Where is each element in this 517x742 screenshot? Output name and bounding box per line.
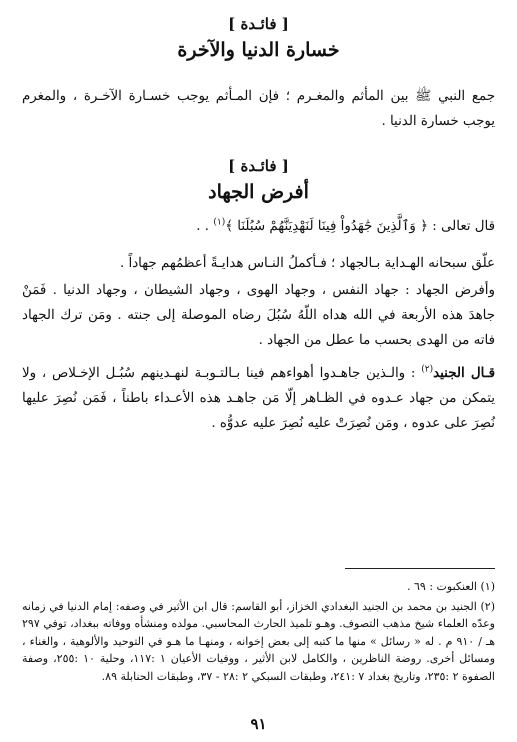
verse-suffix: . .	[196, 219, 214, 234]
section-khasarat-al-dunya	[22, 10, 495, 134]
section-afrad-al-jihad	[22, 156, 495, 436]
verse-text: قال تعالى : ﴿ وَٱلَّذِينَ جَٰهَدُواْ فِينَا لَنَهْدِيَنَّهُمْ سُبُلَنَا ﴾	[225, 219, 495, 234]
section-label: [ فائـدة ]	[228, 15, 289, 33]
footnote-divider	[345, 568, 495, 569]
footnotes	[22, 578, 495, 685]
book-page	[22, 10, 495, 736]
body-paragraph: علّق سبحانه الهـداية بـالجهاد ؛ فـأكملُ النـاس هدايـةً أعظمُهم جهاداً .	[119, 256, 495, 271]
section-label: [ فائـدة ]	[228, 157, 289, 175]
footnote-ref: (٢)	[421, 364, 434, 375]
junayd-quote-paragraph	[22, 361, 495, 436]
footnote-1: (١) العنكبوت : ٦٩ .	[407, 580, 495, 593]
section-title: خسارة الدنيا والآخرة	[177, 39, 340, 61]
section-title: أفرض الجهاد	[208, 181, 309, 203]
body-paragraph: وأفرض الجهاد : جهاد النفس ، وجهاد الهوى ، وجهاد الشيطان ، وجهاد الدنيا . فَمَنْ جاهدَ هذه الأربعة في الله هداه اللّهُ سُبُلَ رضاه الموصلة إلى جنته . ومَن ترك الجهاد فاته من الهدى بحسب ما عطل من الجهاد .	[22, 283, 495, 348]
body-paragraph: جمع النبي ﷺ بين المأثم والمغـرم ؛ فإن المـأثم يوجب خسـارة الآخـرة ، والمغرم يوجب خسارة الدنيا .	[22, 89, 495, 129]
junayd-lead: قـال الجنيد	[433, 365, 495, 381]
quran-verse-paragraph	[22, 214, 495, 239]
footnote-ref: (١)	[213, 217, 226, 228]
junayd-quote: : والـذين جاهـدوا أهواءهم فينا بـالتـوبـة لنهـدينهم سُبُـل الإخـلاص ، ولا يتمكن من جهاد عـدوه في الظـاهر إلّا مَن جاهـد هذه الأعـداء باطناً ، فَمَن نُصِرَ عليها نُصِرَ على عدوه ، ومَن نُصِرَتْ عليه نُصِرَ عليه عدوُّه .	[22, 366, 495, 431]
page-number: ٩١	[250, 715, 267, 733]
footnote-2: (٢) الجنيد بن محمد بن الجنيد البغدادي الخزاز، أبو القاسم: قال ابن الأثير في وصفه: إمام الدنيا في زمانه وعدّه العلماء شيخ مذهب التصوف. وهـو تلميذ الحارث المحاسبي. مولده ومنشأه ووفاته ببغداد، توفي ٢٩٧ هـ / ٩١٠ م . له « رسائل » منها ما كتبه إلى بعض إخوانه ، ومنهـا ما هـو في التوحيد والألوهية ، والغناء ، ومسائل أخرى. روضة الناظرين ، والكامل لابن الأثير ، ووفيات الأعيان ١ :١١٧، وحلية ١٠ :٢٥٥، وصفة الصفوة ٢ :٢٣٥، وتاريخ بغداد ٧ :٢٤١، وطبقات السبكي ٢ :٢٨ - ٣٧، وطبقات الحنابلة ٨٩.	[22, 599, 496, 683]
